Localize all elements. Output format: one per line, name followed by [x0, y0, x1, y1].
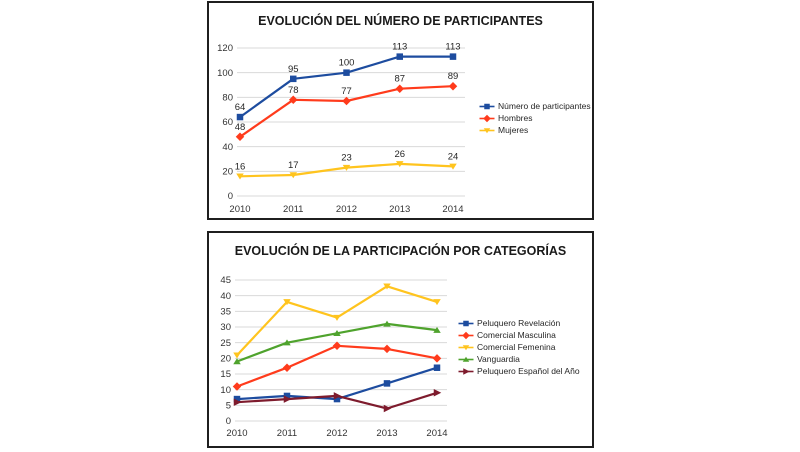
- legend-item-comercial-masculina: [458, 329, 580, 341]
- participants-chart-legend: [479, 100, 591, 136]
- legend-label: Peluquero Revelación: [477, 318, 561, 328]
- data-label: 113: [392, 41, 408, 53]
- legend-marker-glyph: [462, 331, 470, 339]
- diamond-marker-icon: [479, 114, 495, 123]
- categories-chart-title: EVOLUCIÓN DE LA PARTICIPACIÓN POR CATEGORÍAS: [234, 244, 567, 258]
- legend-marker-glyph: [463, 320, 469, 326]
- series-point-marker: [397, 53, 404, 60]
- x-tick-label: 2012: [335, 204, 358, 215]
- series-point-marker: [433, 354, 442, 362]
- series-point-marker: [343, 69, 350, 76]
- legend-label: Comercial Femenina: [477, 342, 556, 352]
- series-point-marker: [233, 352, 241, 358]
- series-point-marker: [384, 405, 392, 413]
- legend-label: Número de participantes: [498, 101, 591, 111]
- y-tick-label: 80: [222, 92, 233, 104]
- x-tick-label: 2013: [389, 204, 411, 215]
- y-tick-label: 35: [220, 306, 231, 318]
- y-tick-label: 5: [225, 400, 231, 412]
- categories-chart-legend: [458, 317, 580, 377]
- categories-chart-panel: [207, 231, 594, 448]
- data-label: 16: [234, 161, 246, 173]
- triangle-down-marker-icon: [458, 343, 474, 352]
- x-tick-label: 2014: [426, 428, 448, 439]
- participants-chart-title: EVOLUCIÓN DEL NÚMERO DE PARTICIPANTES: [258, 14, 543, 28]
- x-tick-label: 2012: [326, 428, 348, 439]
- data-label: 113: [445, 41, 461, 53]
- data-label: 26: [394, 148, 406, 160]
- triangle-up-marker-icon: [458, 355, 474, 364]
- series-point-marker: [384, 380, 391, 387]
- legend-marker-glyph: [484, 103, 490, 109]
- data-label: 78: [287, 84, 299, 96]
- data-label: 64: [234, 102, 246, 114]
- y-tick-label: 0: [225, 416, 231, 428]
- data-label: 24: [447, 151, 459, 163]
- series-point-marker: [237, 114, 244, 121]
- y-tick-label: 45: [220, 275, 231, 287]
- data-label: 48: [234, 121, 246, 133]
- legend-item-hombres: [479, 112, 591, 124]
- series-point-marker: [283, 363, 292, 372]
- x-tick-label: 2014: [442, 204, 464, 215]
- y-tick-label: 15: [220, 369, 231, 381]
- y-tick-label: 120: [217, 43, 233, 55]
- x-tick-label: 2010: [229, 204, 251, 215]
- y-tick-label: 30: [220, 322, 231, 334]
- data-label: 17: [287, 160, 299, 172]
- data-label: 89: [447, 71, 459, 83]
- series-point-marker: [342, 97, 351, 106]
- series-point-marker: [290, 76, 297, 83]
- legend-label: Comercial Masculina: [477, 330, 556, 340]
- legend-item-peluquero-espanol: [458, 365, 580, 377]
- y-tick-label: 20: [220, 353, 231, 365]
- y-tick-label: 60: [222, 117, 233, 129]
- data-label: 87: [394, 73, 406, 85]
- data-label: 77: [341, 86, 352, 98]
- series-point-marker: [449, 82, 458, 91]
- x-tick-label: 2011: [276, 428, 298, 439]
- y-tick-label: 100: [217, 67, 233, 79]
- y-tick-label: 40: [220, 290, 231, 302]
- square-marker-icon: [458, 319, 474, 328]
- legend-item-participantes: [479, 100, 591, 112]
- legend-label: Hombres: [498, 113, 533, 123]
- diamond-marker-icon: [458, 331, 474, 340]
- legend-item-vanguardia: [458, 353, 580, 365]
- series-point-marker: [383, 345, 392, 354]
- legend-label: Mujeres: [498, 125, 529, 135]
- series-point-marker: [434, 389, 442, 397]
- legend-marker-glyph: [483, 114, 491, 122]
- y-tick-label: 10: [220, 384, 231, 396]
- series-point-marker: [450, 53, 457, 60]
- y-tick-label: 20: [222, 166, 233, 178]
- legend-item-comercial-femenina: [458, 341, 580, 353]
- square-marker-icon: [479, 102, 495, 111]
- series-line: [237, 346, 437, 387]
- y-tick-label: 0: [227, 191, 233, 203]
- series-point-marker: [434, 364, 441, 371]
- x-tick-label: 2010: [226, 428, 248, 439]
- legend-item-mujeres: [479, 124, 591, 136]
- x-tick-label: 2011: [283, 204, 304, 215]
- x-tick-label: 2013: [376, 428, 398, 439]
- data-label: 100: [338, 57, 355, 69]
- data-label: 23: [341, 152, 352, 164]
- data-label: 95: [287, 63, 299, 75]
- triangle-right-marker-icon: [458, 367, 474, 376]
- participants-chart-panel: [207, 1, 594, 220]
- triangle-down-marker-icon: [479, 126, 495, 135]
- legend-marker-glyph: [463, 368, 470, 375]
- y-tick-label: 25: [220, 337, 231, 349]
- series-point-marker: [396, 84, 405, 93]
- y-tick-label: 40: [222, 141, 233, 153]
- legend-item-peluquero-revelacion: [458, 317, 580, 329]
- legend-label: Peluquero Español del Año: [477, 366, 580, 376]
- legend-label: Vanguardia: [477, 354, 520, 364]
